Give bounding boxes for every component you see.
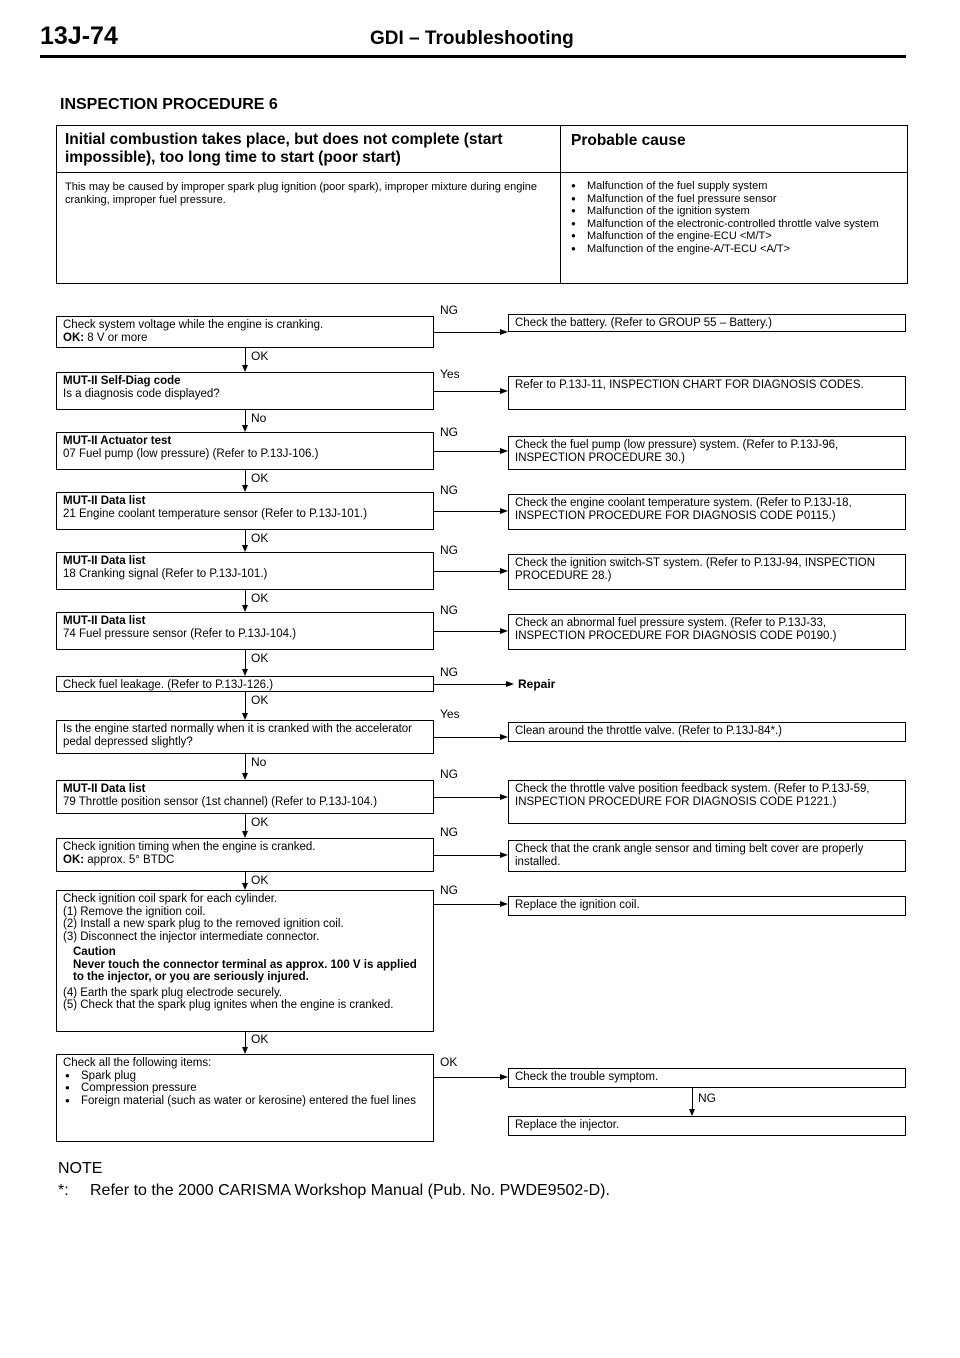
check-step-box [56, 372, 434, 410]
down-label: OK [251, 591, 269, 605]
branch-label: NG [440, 543, 458, 557]
down-label: No [251, 411, 267, 425]
symptom-table [56, 125, 908, 284]
step-item: (4) Earth the spark plug electrode securely. [63, 986, 283, 999]
arrow-right-icon [500, 448, 508, 454]
step-text: Check system voltage while the engine is cranking. [63, 319, 324, 331]
down-label: OK [251, 471, 269, 485]
check-item: ● Compression pressure [63, 1082, 427, 1095]
note-title: NOTE [58, 1160, 103, 1177]
branch-label: NG [440, 603, 458, 617]
cause-item: ● Malfunction of the engine-A/T-ECU <A/T> [569, 243, 899, 256]
check-step-box [56, 552, 434, 590]
branch-label: NG [440, 767, 458, 781]
connector-line [245, 1032, 246, 1048]
step-text: Check ignition coil spark for each cylinder. [63, 893, 278, 905]
connector-line [245, 754, 246, 774]
step-item: (2) Install a new spark plug to the removed ignition coil. [63, 918, 344, 930]
step-title: MUT-II Data list [63, 783, 146, 795]
check-step-box [56, 432, 434, 470]
step-detail: Is a diagnosis code displayed? [63, 388, 220, 400]
arrow-down-icon [242, 605, 248, 612]
branch-label: NG [440, 303, 458, 317]
connector-line [434, 904, 501, 905]
branch-label: NG [440, 665, 458, 679]
connector-line [434, 332, 501, 333]
step-item: (3) Disconnect the injector intermediate connector. [63, 930, 320, 943]
branch-label: Yes [440, 707, 460, 721]
connector-line [434, 797, 501, 798]
cause-list [569, 180, 899, 255]
step-item: (1) Remove the ignition coil. [63, 905, 206, 918]
result-box: Clean around the throttle valve. (Refer to P.13J-84*.) [508, 722, 906, 742]
connector-line [434, 571, 501, 572]
step-criteria-label: OK: [63, 332, 85, 344]
down-label: OK [251, 531, 269, 545]
cause-heading: Probable cause [571, 132, 686, 149]
step-detail: 79 Throttle position sensor (1st channel) (Refer to P.13J-104.) [63, 796, 378, 808]
arrow-right-icon [500, 628, 508, 634]
branch-label: Yes [440, 367, 460, 381]
down-label: OK [251, 651, 269, 665]
down-label: OK [251, 1032, 269, 1046]
check-step-box [56, 720, 434, 754]
connector-line [245, 692, 246, 714]
step-title: MUT-II Self-Diag code [63, 375, 181, 387]
arrow-down-icon [242, 831, 248, 838]
down-label: OK [251, 693, 269, 707]
arrow-right-icon [500, 794, 508, 800]
check-step-box [56, 316, 434, 348]
connector-line [434, 511, 501, 512]
arrow-right-icon [500, 508, 508, 514]
step-detail: approx. 5° BTDC [84, 854, 175, 866]
step-title: MUT-II Data list [63, 615, 146, 627]
connector-line [434, 737, 501, 738]
check-step-box [56, 676, 434, 692]
procedure-title: INSPECTION PROCEDURE 6 [60, 96, 278, 113]
step-title: MUT-II Actuator test [63, 435, 172, 447]
arrow-down-icon [242, 545, 248, 552]
arrow-down-icon [242, 669, 248, 676]
result-box: Refer to P.13J-11, INSPECTION CHART FOR DIAGNOSIS CODES. [508, 376, 906, 410]
connector-line [434, 391, 501, 392]
step-detail: 21 Engine coolant temperature sensor (Refer to P.13J-101.) [63, 508, 368, 520]
arrow-down-icon [242, 425, 248, 432]
arrow-right-icon [500, 1074, 508, 1080]
result-box: Replace the injector. [508, 1116, 906, 1136]
down-label: No [251, 755, 267, 769]
arrow-down-icon [689, 1109, 695, 1116]
down-label: OK [251, 815, 269, 829]
result-box: Check the ignition switch-ST system. (Refer to P.13J-94, INSPECTION PROCEDURE 28.) [508, 554, 906, 590]
connector-line [434, 451, 501, 452]
arrow-right-icon [500, 329, 508, 335]
connector-line [245, 590, 246, 606]
step-text: Check ignition timing when the engine is cranked. [63, 841, 316, 853]
symptom-description: This may be caused by improper spark plug ignition (poor spark), improper mixture during engine cranking, improper fuel pressure. [65, 181, 538, 206]
note-text: Refer to the 2000 CARISMA Workshop Manual (Pub. No. PWDE9502-D). [90, 1182, 610, 1199]
check-step-box [56, 612, 434, 650]
arrow-right-icon [506, 681, 514, 687]
connector-line [245, 470, 246, 486]
step-item: (5) Check that the spark plug ignites when the engine is cranked. [63, 999, 394, 1011]
check-step-box [56, 492, 434, 530]
caution-text: Never touch the connector terminal as approx. 100 V is applied to the injector, or you are seriously injured. [73, 958, 417, 983]
step-detail: 74 Fuel pressure sensor (Refer to P.13J-104.) [63, 628, 297, 640]
connector-line [245, 410, 246, 426]
final-check-box [56, 1054, 434, 1142]
branch-label: OK [440, 1055, 458, 1069]
branch-label: NG [440, 483, 458, 497]
arrow-right-icon [500, 852, 508, 858]
check-step-box [56, 838, 434, 872]
table-divider-vertical [560, 126, 561, 283]
arrow-down-icon [242, 773, 248, 780]
result-box: Check the battery. (Refer to GROUP 55 – Battery.) [508, 314, 906, 332]
connector-line [245, 530, 246, 546]
result-box: Check an abnormal fuel pressure system. (Refer to P.13J-33, INSPECTION PROCEDURE FOR DIAGNOSIS CODE P0190.) [508, 614, 906, 650]
step-text: Check fuel leakage. (Refer to P.13J-126.) [63, 679, 274, 691]
branch-label: NG [440, 883, 458, 897]
step-title: MUT-II Data list [63, 495, 146, 507]
arrow-right-icon [500, 901, 508, 907]
step-criteria-label: OK: [63, 854, 85, 866]
result-box: Check the fuel pump (low pressure) system. (Refer to P.13J-96, INSPECTION PROCEDURE 30.) [508, 436, 906, 470]
down-label: NG [698, 1091, 716, 1105]
arrow-down-icon [242, 485, 248, 492]
step-detail: 18 Cranking signal (Refer to P.13J-101.) [63, 568, 268, 580]
cause-item: ● Malfunction of the fuel pressure sensor [569, 193, 899, 206]
step-detail: 8 V or more [84, 332, 148, 344]
result-text: Repair [518, 677, 556, 691]
page-title: GDI – Troubleshooting [370, 28, 574, 49]
arrow-down-icon [242, 713, 248, 720]
arrow-down-icon [242, 883, 248, 890]
connector-line [434, 684, 507, 685]
ignition-coil-check-box [56, 890, 434, 1032]
connector-line [692, 1088, 693, 1110]
arrow-right-icon [500, 568, 508, 574]
step-text: Is the engine started normally when it is cranked with the accelerator pedal depressed slightly? [63, 723, 413, 748]
cause-item: ● Malfunction of the electronic-controlled throttle valve system [569, 218, 899, 231]
branch-label: NG [440, 425, 458, 439]
down-label: OK [251, 873, 269, 887]
connector-line [434, 855, 501, 856]
step-detail: 07 Fuel pump (low pressure) (Refer to P.13J-106.) [63, 448, 319, 460]
header-rule [40, 55, 906, 58]
symptom-heading: Initial combustion takes place, but does not complete (start impossible), too long time to start (poor start) [65, 131, 503, 166]
step-text: Check all the following items: [63, 1057, 212, 1069]
check-step-box [56, 780, 434, 814]
result-box: Check that the crank angle sensor and timing belt cover are properly installed. [508, 840, 906, 872]
step-title: MUT-II Data list [63, 555, 146, 567]
connector-line [245, 348, 246, 366]
check-item: ● Spark plug [63, 1070, 427, 1083]
down-label: OK [251, 349, 269, 363]
result-box: Replace the ignition coil. [508, 896, 906, 916]
arrow-down-icon [242, 1047, 248, 1054]
arrow-right-icon [500, 734, 508, 740]
result-box: Check the engine coolant temperature system. (Refer to P.13J-18, INSPECTION PROCEDURE FOR DIAGNOSIS CODE P0115.) [508, 494, 906, 530]
check-item: ● Foreign material (such as water or kerosine) entered the fuel lines [63, 1095, 427, 1108]
cause-item: ● Malfunction of the engine-ECU <M/T> [569, 230, 899, 243]
connector-line [245, 650, 246, 670]
connector-line [434, 1077, 501, 1078]
result-box: Check the trouble symptom. [508, 1068, 906, 1088]
branch-label: NG [440, 825, 458, 839]
caution-title: Caution [73, 946, 116, 958]
arrow-down-icon [242, 365, 248, 372]
cause-item: ● Malfunction of the fuel supply system [569, 180, 899, 193]
cause-item: ● Malfunction of the ignition system [569, 205, 899, 218]
connector-line [434, 631, 501, 632]
table-divider-horizontal [57, 172, 907, 173]
result-box: Check the throttle valve position feedback system. (Refer to P.13J-59, INSPECTION PROCEDURE FOR DIAGNOSIS CODE P1221.) [508, 780, 906, 824]
page-number: 13J-74 [40, 22, 118, 50]
note-marker: *: [58, 1182, 69, 1199]
connector-line [245, 814, 246, 832]
arrow-right-icon [500, 388, 508, 394]
